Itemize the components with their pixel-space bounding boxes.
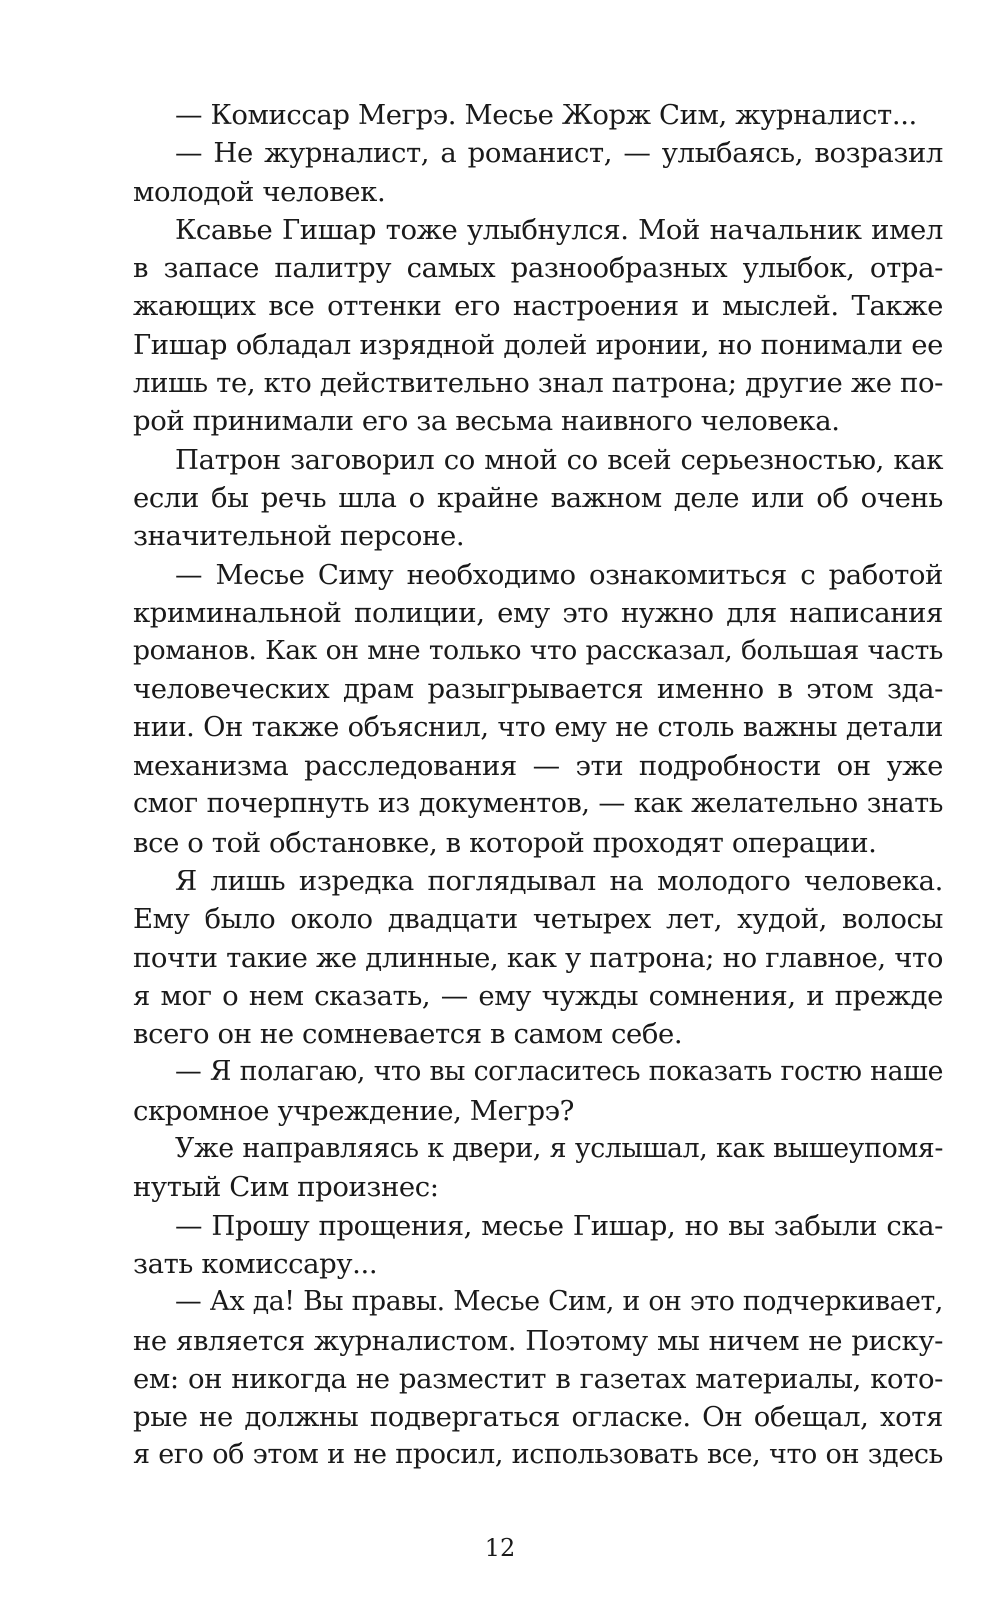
text-line: всего он не сомневается в самом себе. bbox=[133, 1018, 683, 1051]
text-line: все о той обстановке, в которой проходят операции. bbox=[133, 826, 877, 859]
text-line: — Не журналист, а романист, — улыбаясь, возразил bbox=[175, 137, 943, 170]
text-line: не является журналистом. Поэтому мы ничем не риску- bbox=[133, 1324, 943, 1357]
page-text-block bbox=[133, 96, 943, 1475]
text-line: Уже направляясь к двери, я услышал, как вышеупомя- bbox=[175, 1133, 943, 1165]
text-line: зать комиссару... bbox=[133, 1247, 378, 1280]
text-line: Ему было около двадцати четырех лет, худой, волосы bbox=[133, 903, 943, 936]
text-line: — Ах да! Вы правы. Месье Сим, и он это подчеркивает, bbox=[175, 1286, 943, 1318]
text-line: Гишар обладал изрядной долей иронии, но понимали ее bbox=[133, 328, 943, 361]
text-line: рые не должны подвергаться огласке. Он обещал, хотя bbox=[133, 1401, 943, 1434]
text-line: в запасе палитру самых разнообразных улыбок, отра- bbox=[133, 252, 943, 285]
text-line: если бы речь шла о крайне важном деле или об очень bbox=[133, 481, 943, 514]
text-line: — Комиссар Мегрэ. Месье Жорж Сим, журналист... bbox=[175, 99, 917, 131]
text-line: нутый Сим произнес: bbox=[133, 1171, 439, 1204]
text-line: криминальной полиции, ему это нужно для написания bbox=[133, 596, 943, 629]
text-line: человеческих драм разыгрывается именно в этом зда- bbox=[133, 673, 943, 706]
text-line: я мог о нем сказать, — ему чужды сомнения, и прежде bbox=[133, 979, 943, 1012]
text-line: жающих все оттенки его настроения и мыслей. Также bbox=[133, 290, 943, 323]
text-line: механизма расследования — эти подробности он уже bbox=[133, 750, 943, 783]
text-line: Патрон заговорил со мной со всей серьезностью, как bbox=[175, 443, 943, 476]
text-line: — Месье Симу необходимо ознакомиться с работой bbox=[175, 558, 943, 591]
text-line: смог почерпнуть из документов, — как желательно знать bbox=[133, 788, 943, 820]
text-line: — Я полагаю, что вы согласитесь показать гостю наше bbox=[175, 1056, 943, 1088]
text-line: Я лишь изредка поглядывал на молодого человека. bbox=[175, 864, 943, 897]
text-line: значительной персоне. bbox=[133, 520, 465, 553]
text-line: я его об этом и не просил, использовать все, что он здесь bbox=[133, 1439, 943, 1471]
text-line: нии. Он также объяснил, что ему не столь важны детали bbox=[133, 711, 943, 743]
text-line: рой принимали его за весьма наивного человека. bbox=[133, 405, 840, 438]
page-number: 12 bbox=[484, 1534, 516, 1562]
text-line: молодой человек. bbox=[133, 175, 386, 208]
text-line: скромное учреждение, Мегрэ? bbox=[133, 1094, 574, 1127]
text-line: почти такие же длинные, как у патрона; но главное, что bbox=[133, 941, 943, 974]
text-line: романов. Как он мне только что рассказал, большая часть bbox=[133, 635, 943, 667]
text-line: ем: он никогда не разместит в газетах материалы, кото- bbox=[133, 1362, 943, 1395]
text-line: — Прошу прощения, месье Гишар, но вы забыли ска- bbox=[175, 1209, 943, 1242]
text-line: Ксавье Гишар тоже улыбнулся. Мой начальник имел bbox=[175, 213, 943, 246]
text-line: лишь те, кто действительно знал патрона; другие же по- bbox=[133, 367, 943, 400]
